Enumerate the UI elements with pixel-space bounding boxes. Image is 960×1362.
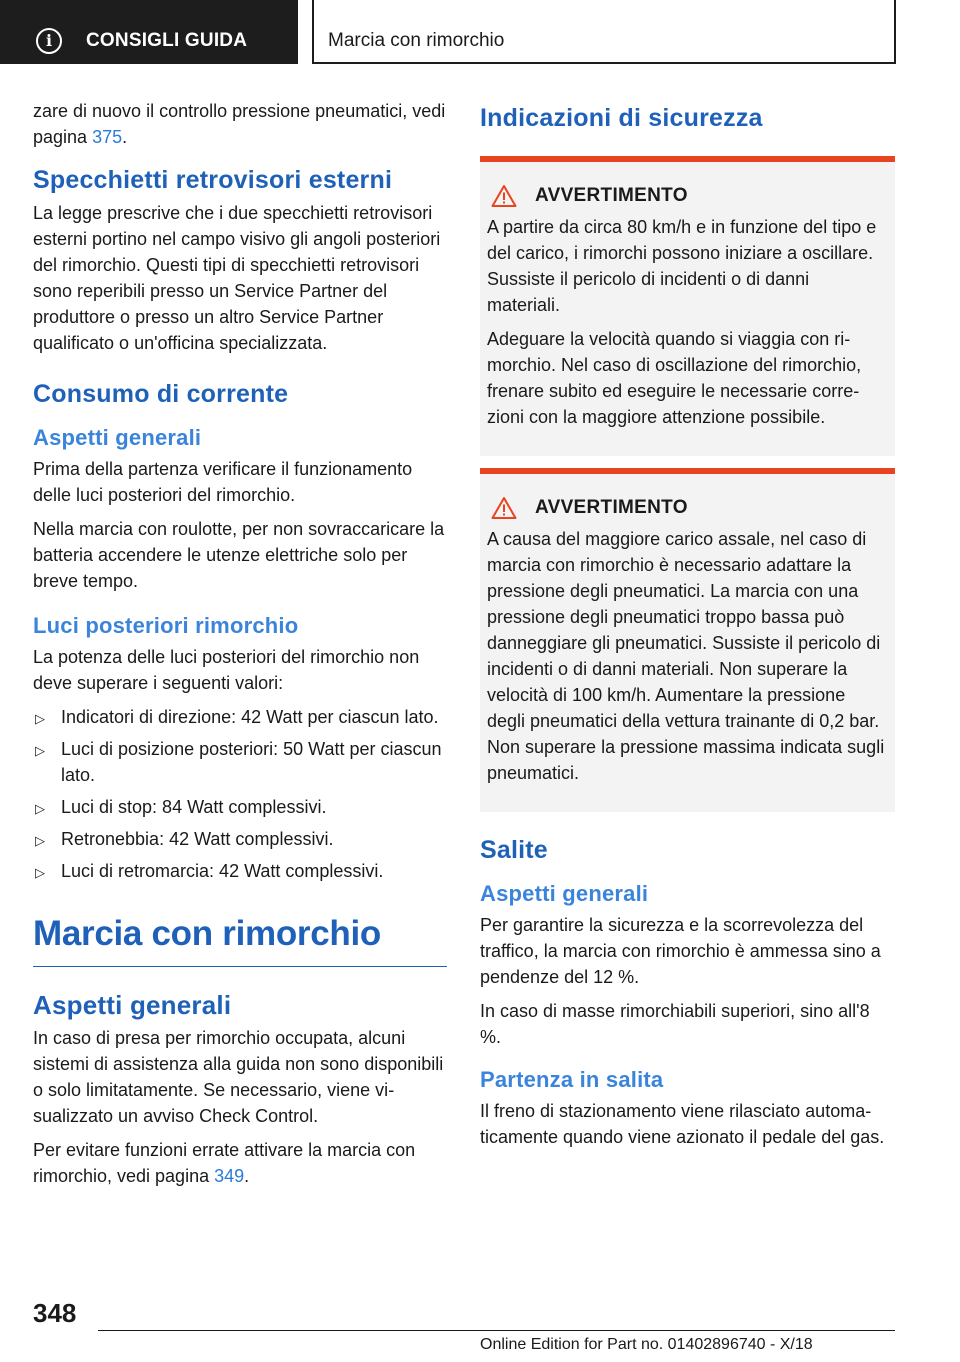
mirrors-paragraph: La legge prescrive che i due specchietti retrovisori esterni portino nel campo visivo gli angoli posteriori del rimorchio. Questi tipi di specchietti retrovisori sono reperibili presso un Service Partner del produttore o presso un altro Service Partner qualificato o un'officina specializzata. — [33, 203, 441, 353]
footer-edition: Online Edition for Part no. 01402896740 - X/18 — [480, 1336, 813, 1353]
warning-box-2 — [480, 468, 895, 812]
warning-header — [487, 184, 887, 208]
list-item: ▷ Luci di posizione posteriori: 50 Watt per ciascun lato. — [35, 739, 442, 785]
list-item: ▷ Indicatori di direzione: 42 Watt per ciascun lato. — [33, 704, 447, 730]
slopes-paragraph-2: In caso di masse rimorchiabili superiori, sino all'8 %. — [480, 1001, 870, 1047]
list-item: ▷ Luci di stop: 84 Watt complessivi. — [33, 794, 447, 820]
mirrors-heading: Specchietti retrovisori esterni — [33, 166, 393, 194]
chapter-label: CONSIGLI GUIDA — [86, 30, 248, 51]
left-column — [33, 98, 447, 1197]
slopes-general-heading: Aspetti generali — [480, 881, 649, 906]
hill-start-heading: Partenza in salita — [480, 1067, 664, 1092]
current-paragraph-2: Nella marcia con roulotte, per non sovraccaricare la batteria accendere le utenze elettriche solo per breve tempo. — [33, 519, 445, 591]
chapter-tab — [0, 0, 298, 64]
hill-start-paragraph: Il freno di stazionamento viene rilasciato automaticamente quando viene azionato il pedale del gas. — [480, 1101, 885, 1147]
towing-general-heading: Aspetti generali — [33, 990, 232, 1020]
tail-lights-list — [33, 704, 447, 884]
towing-paragraph-2-text: Per evitare funzioni errate attivare la marcia con rimorchio, vedi pagina — [33, 1140, 416, 1186]
page-number: 348 — [33, 1298, 77, 1328]
safety-heading: Indicazioni di sicurezza — [480, 104, 763, 132]
warning-triangle-icon — [491, 184, 517, 208]
footer-divider — [98, 1330, 895, 1331]
right-column — [480, 98, 895, 1158]
towing-paragraph-2: Per evitare funzioni errate attivare la marcia con rimorchio, vedi pagina 349. — [33, 1140, 416, 1186]
intro-paragraph: zare di nuovo il controllo pressione pneumatici, vedi pagina 375. — [33, 101, 446, 147]
towing-main-heading: Marcia con rimorchio — [33, 912, 447, 967]
towing-paragraph-1: In caso di presa per rimorchio occupata, alcuni sistemi di assistenza alla guida non sono disponibili o solo limitatamente. Se necessario, viene visualizzato un avviso Check Control. — [33, 1028, 444, 1126]
page-link-349[interactable]: 349 — [214, 1166, 245, 1186]
warning-triangle-icon — [491, 496, 517, 520]
triangle-right-outline-icon: ▷ — [35, 743, 45, 758]
current-paragraph-1: Prima della partenza verificare il funzionamento delle luci posteriori del rimorchio. — [33, 459, 413, 505]
warning-title: AVVERTIMENTO — [535, 185, 688, 206]
list-item: ▷ Retronebbia: 42 Watt complessivi. — [33, 826, 447, 852]
page-header — [0, 0, 960, 66]
warning-1-paragraph-1: A partire da circa 80 km/h e in funzione del tipo e del carico, i rimorchi possono iniziare a oscillare. Sussiste il pericolo di incidenti o di danni materiali. — [487, 217, 877, 315]
warning-2-paragraph-1: A causa del maggiore carico assale, nel caso di marcia con rimorchio è necessario adattare la pressione degli pneumatici. La marcia con una pressione degli pneumatici troppo bassa può danneggiare gli pneumatici. Sussiste il pericolo di incidenti o di danni materiali. Non superare la velocità di 100 km/h. Aumentare la pressione degli pneumatici della vettura trainante di 0,2 bar. Non superare la pressione massima indicata sugli pneumatici. — [487, 529, 885, 783]
current-general-heading: Aspetti generali — [33, 425, 202, 450]
triangle-right-outline-icon: ▷ — [35, 865, 45, 880]
list-item: ▷ Luci di retromarcia: 42 Watt complessivi. — [33, 858, 447, 884]
slopes-paragraph-1: Per garantire la sicurezza e la scorrevolezza del traffico, la marcia con rimorchio è ammessa sino a pendenze del 12 %. — [480, 915, 881, 987]
intro-text: zare di nuovo il controllo pressione pneumatici, vedi pagina — [33, 101, 446, 147]
tail-lights-heading: Luci posteriori rimorchio — [33, 613, 299, 638]
current-heading: Consumo di corrente — [33, 380, 289, 408]
warning-box-1 — [480, 156, 895, 456]
triangle-right-outline-icon: ▷ — [35, 801, 45, 816]
triangle-right-outline-icon: ▷ — [35, 833, 45, 848]
slopes-heading: Salite — [480, 836, 548, 864]
info-icon: i — [36, 28, 62, 54]
triangle-right-outline-icon: ▷ — [35, 711, 45, 726]
section-title: Marcia con rimorchio — [328, 30, 505, 51]
page-link-375[interactable]: 375 — [92, 127, 123, 147]
warning-title: AVVERTIMENTO — [535, 497, 688, 518]
tail-lights-paragraph: La potenza delle luci posteriori del rimorchio non deve superare i seguenti valori: — [33, 647, 420, 693]
warning-1-paragraph-2: Adeguare la velocità quando si viaggia con rimorchio. Nel caso di oscillazione del rimorchio, frenare subito ed eseguire le necessarie correzioni con la maggiore attenzione possibile. — [487, 329, 862, 427]
section-title-box — [312, 0, 896, 64]
warning-header — [487, 496, 887, 520]
